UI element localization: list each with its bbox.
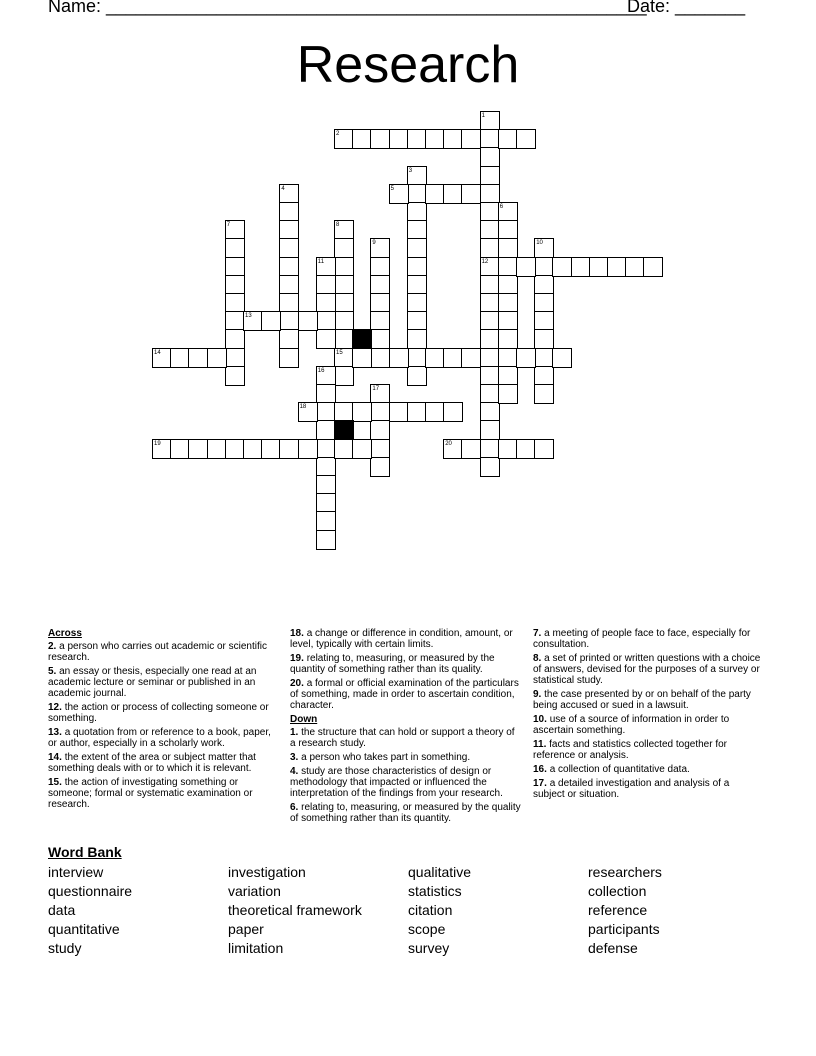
crossword-cell[interactable] xyxy=(407,220,427,240)
clue-text: a meeting of people face to face, especially for consultation. xyxy=(533,628,751,650)
crossword-cell[interactable] xyxy=(480,202,500,222)
crossword-cell[interactable] xyxy=(170,348,190,368)
clue-number-label: 19 xyxy=(154,440,161,447)
crossword-cell[interactable] xyxy=(225,293,245,313)
clue-text: a quotation from or reference to a book, paper, or author, especially in a scholarly work. xyxy=(48,727,271,749)
crossword-cell[interactable] xyxy=(461,348,481,368)
clue-number: 6. xyxy=(290,802,299,813)
clue-text: study are those characteristics of design or methodology that impacted or influenced the interpretation of the findings from your research. xyxy=(290,766,503,799)
word-bank-column-1 xyxy=(48,863,132,958)
crossword-cell[interactable] xyxy=(225,238,245,258)
clue-text: a person who carries out academic or scientific research. xyxy=(48,641,267,663)
crossword-cell[interactable] xyxy=(279,311,299,331)
word-bank-item: citation xyxy=(408,902,453,918)
crossword-cell[interactable] xyxy=(225,311,245,331)
crossword-cell[interactable] xyxy=(480,420,500,440)
crossword-cell[interactable] xyxy=(152,348,172,368)
crossword-cell[interactable] xyxy=(498,220,518,240)
crossword-cell[interactable] xyxy=(334,311,354,331)
clue-text: relating to, measuring, or measured by the quantity of something rather than its quality. xyxy=(290,653,495,675)
crossword-cell[interactable] xyxy=(407,329,427,349)
clue-number: 18. xyxy=(290,628,304,639)
crossword-cell[interactable] xyxy=(279,329,299,349)
crossword-cell[interactable] xyxy=(480,366,500,386)
crossword-cell[interactable] xyxy=(370,311,390,331)
crossword-cell[interactable] xyxy=(480,275,500,295)
crossword-cell[interactable] xyxy=(407,275,427,295)
crossword-cell[interactable] xyxy=(498,257,518,277)
crossword-cell[interactable] xyxy=(370,384,390,404)
crossword-cell[interactable] xyxy=(170,439,190,459)
crossword-cell[interactable] xyxy=(334,439,354,459)
clues-column-3 xyxy=(533,628,763,803)
word-bank-item: participants xyxy=(588,921,660,937)
clue-number: 4. xyxy=(290,766,299,777)
crossword-cell[interactable] xyxy=(243,311,263,331)
crossword-cell[interactable] xyxy=(225,257,245,277)
crossword-cell[interactable] xyxy=(516,129,536,149)
crossword-cell[interactable] xyxy=(625,257,645,277)
crossword-cell[interactable] xyxy=(425,402,445,422)
crossword-cell[interactable] xyxy=(316,475,336,495)
crossword-cell[interactable] xyxy=(443,184,463,204)
crossword-cell[interactable] xyxy=(498,311,518,331)
crossword-cell[interactable] xyxy=(188,348,208,368)
crossword-cell[interactable] xyxy=(461,184,481,204)
clue-number: 11. xyxy=(533,739,547,750)
crossword-cell[interactable] xyxy=(334,257,354,277)
clue-number-label: 11 xyxy=(317,258,325,265)
crossword-cell[interactable] xyxy=(443,129,463,149)
crossword-cell[interactable] xyxy=(370,238,390,258)
crossword-cell[interactable] xyxy=(316,457,336,477)
crossword-cell[interactable] xyxy=(498,275,518,295)
clue-number-label: 17 xyxy=(372,386,380,392)
clue-number-label: 20 xyxy=(445,440,452,447)
crossword-cell[interactable] xyxy=(370,402,390,422)
crossword-cell[interactable] xyxy=(316,530,336,550)
crossword-cell[interactable] xyxy=(316,275,336,295)
crossword-cell[interactable] xyxy=(352,402,372,422)
crossword-cell[interactable] xyxy=(407,184,427,204)
crossword-cell[interactable] xyxy=(480,348,500,368)
crossword-cell[interactable] xyxy=(552,348,572,368)
clue-text: relating to, measuring, or measured by the quality of something rather than its quantity. xyxy=(290,802,521,824)
crossword-cell[interactable] xyxy=(389,129,409,149)
clue-number-label: 3 xyxy=(408,167,413,174)
crossword-cell[interactable] xyxy=(352,439,372,459)
down-heading: Down xyxy=(290,714,318,725)
clue-text: the action or process of collecting someone or something. xyxy=(48,702,269,724)
clue-number-label: 14 xyxy=(154,349,161,356)
word-bank-item: statistics xyxy=(408,883,462,899)
clue-number: 1. xyxy=(290,727,299,738)
clue-text: a person who takes part in something. xyxy=(301,752,471,763)
crossword-cell[interactable] xyxy=(498,384,518,404)
crossword-cell[interactable] xyxy=(316,329,336,349)
clue-text: the extent of the area or subject matter that something deals with or to which it is relevant. xyxy=(48,752,256,774)
clue-across-18 xyxy=(290,628,522,650)
clue-down-10 xyxy=(533,714,763,736)
crossword-cell[interactable] xyxy=(443,402,463,422)
clue-text: the structure that can hold or support a theory of a research study. xyxy=(290,727,515,749)
clue-across-14 xyxy=(48,752,278,774)
word-bank-item: survey xyxy=(408,940,450,956)
crossword-cell[interactable] xyxy=(225,348,245,368)
clue-number-label: 12 xyxy=(481,258,489,265)
crossword-cell[interactable] xyxy=(534,293,554,313)
crossword-cell[interactable] xyxy=(279,439,299,459)
crossword-cell[interactable] xyxy=(243,439,263,459)
crossword-cell[interactable] xyxy=(498,439,518,459)
crossword-cell[interactable] xyxy=(407,311,427,331)
word-bank-item: collection xyxy=(588,883,647,899)
crossword-cell[interactable] xyxy=(225,366,245,386)
clues-column-1 xyxy=(48,628,278,813)
crossword-cell[interactable] xyxy=(334,275,354,295)
clue-number: 15. xyxy=(48,777,62,788)
clue-down-3 xyxy=(290,752,522,763)
name-field[interactable]: Name: ______________________________________________________ xyxy=(48,0,647,16)
clue-text: a collection of quantitative data. xyxy=(549,764,690,775)
crossword-cell[interactable] xyxy=(261,439,281,459)
crossword-cell[interactable] xyxy=(316,257,336,277)
word-bank-item: limitation xyxy=(228,940,284,956)
crossword-cell[interactable] xyxy=(534,329,554,349)
word-bank-item: theoretical framework xyxy=(228,902,362,918)
clue-text: a change or difference in condition, amount, or level, typically with certain limits. xyxy=(290,628,513,650)
crossword-cell[interactable] xyxy=(534,384,554,404)
page-title: Research xyxy=(296,36,520,94)
crossword-cell[interactable] xyxy=(407,238,427,258)
crossword-cell[interactable] xyxy=(279,238,299,258)
clue-across-5 xyxy=(48,666,278,699)
clue-down-7 xyxy=(533,628,763,650)
clue-number: 2. xyxy=(48,641,57,652)
clue-down-11 xyxy=(533,739,763,761)
clue-number: 3. xyxy=(290,752,299,763)
crossword-cell[interactable] xyxy=(643,257,663,277)
word-bank-item: quantitative xyxy=(48,921,120,937)
clue-number: 13. xyxy=(48,727,62,738)
date-field[interactable]: Date: _______ xyxy=(627,0,746,16)
word-bank-item: paper xyxy=(228,921,264,937)
crossword-cell[interactable] xyxy=(516,348,536,368)
clue-across-20 xyxy=(290,678,522,711)
clue-text: a formal or official examination of the particulars of something, made in order to ascertain condition, character. xyxy=(290,678,519,711)
crossword-cell[interactable] xyxy=(279,220,299,240)
crossword-cell[interactable] xyxy=(370,420,390,440)
crossword-cell[interactable] xyxy=(298,311,318,331)
clue-across-12 xyxy=(48,702,278,724)
clue-text: use of a source of information in order to ascertain something. xyxy=(533,714,730,736)
crossword-cell[interactable] xyxy=(534,257,554,277)
crossword-cell[interactable] xyxy=(461,129,481,149)
crossword-cell[interactable] xyxy=(552,257,572,277)
crossword-cell[interactable] xyxy=(225,220,245,240)
crossword-cell[interactable] xyxy=(370,293,390,313)
crossword-cell[interactable] xyxy=(480,329,500,349)
clue-number-label: 7 xyxy=(226,222,231,229)
crossword-cell[interactable] xyxy=(589,257,609,277)
crossword-cell[interactable] xyxy=(389,402,409,422)
clue-number-label: 13 xyxy=(245,313,252,320)
clue-number: 19. xyxy=(290,653,304,664)
clue-number-label: 2 xyxy=(336,131,340,138)
crossword-cell[interactable] xyxy=(480,184,500,204)
clue-number-label: 10 xyxy=(536,240,543,247)
crossword-cell[interactable] xyxy=(334,366,354,386)
clue-across-19 xyxy=(290,653,522,675)
clue-number: 7. xyxy=(533,628,542,639)
crossword-cell[interactable] xyxy=(279,348,299,368)
crossword-cell[interactable] xyxy=(334,293,354,313)
crossword-cell[interactable] xyxy=(316,311,336,331)
crossword-cell[interactable] xyxy=(480,129,500,149)
crossword-cell[interactable] xyxy=(370,457,390,477)
crossword-cell[interactable] xyxy=(480,402,500,422)
crossword-cell[interactable] xyxy=(316,384,336,404)
word-bank-item: interview xyxy=(48,864,104,880)
word-bank-item: reference xyxy=(588,902,648,918)
crossword-cell[interactable] xyxy=(480,220,500,240)
crossword-cell[interactable] xyxy=(480,457,500,477)
crossword-cell[interactable] xyxy=(407,129,427,149)
crossword-cell[interactable] xyxy=(370,257,390,277)
crossword-cell[interactable] xyxy=(498,129,518,149)
word-bank-item: study xyxy=(48,940,82,956)
clue-down-1 xyxy=(290,727,522,749)
clue-number-label: 15 xyxy=(336,349,343,356)
crossword-cell[interactable] xyxy=(279,184,299,204)
crossword-cell[interactable] xyxy=(534,366,554,386)
clue-down-17 xyxy=(533,778,763,800)
clue-text: the case presented by or on behalf of the party being accused or sued in a lawsuit. xyxy=(533,689,751,711)
black-cell xyxy=(352,329,372,349)
word-bank-column-4 xyxy=(588,863,662,958)
crossword-cell[interactable] xyxy=(334,402,354,422)
crossword-cell[interactable] xyxy=(334,329,354,349)
word-bank-column-3 xyxy=(408,863,471,958)
clue-number: 9. xyxy=(533,689,542,700)
clue-number: 14. xyxy=(48,752,62,763)
crossword-cell[interactable] xyxy=(425,348,445,368)
clue-number-label: 5 xyxy=(390,185,394,192)
crossword-cell[interactable] xyxy=(534,348,554,368)
crossword-cell[interactable] xyxy=(334,220,354,240)
crossword-cell[interactable] xyxy=(407,166,427,186)
word-bank-item: variation xyxy=(228,883,281,899)
word-bank-item: defense xyxy=(588,940,638,956)
crossword-cell[interactable] xyxy=(534,311,554,331)
crossword-cell[interactable] xyxy=(480,166,500,186)
crossword-cell[interactable] xyxy=(480,293,500,313)
crossword-cell[interactable] xyxy=(443,348,463,368)
word-bank-title: Word Bank xyxy=(48,844,122,860)
clue-across-2 xyxy=(48,641,278,663)
clues-column-2 xyxy=(290,628,522,827)
clue-text: the action of investigating something or someone; formal or systematic examination or research. xyxy=(48,777,253,810)
crossword-cell[interactable] xyxy=(207,439,227,459)
crossword-cell[interactable] xyxy=(316,402,336,422)
crossword-cell[interactable] xyxy=(498,202,518,222)
crossword-cell[interactable] xyxy=(334,348,354,368)
crossword-cell[interactable] xyxy=(498,366,518,386)
clue-number-label: 16 xyxy=(317,367,325,374)
word-bank-item: data xyxy=(48,902,76,918)
crossword-cell[interactable] xyxy=(498,293,518,313)
crossword-cell[interactable] xyxy=(316,293,336,313)
clue-text: facts and statistics collected together for reference or analysis. xyxy=(533,739,728,761)
crossword-cell[interactable] xyxy=(152,439,172,459)
crossword-cell[interactable] xyxy=(480,111,500,131)
crossword-cell[interactable] xyxy=(425,129,445,149)
clue-number-label: 4 xyxy=(281,185,285,192)
clue-number-label: 8 xyxy=(336,222,340,229)
clue-number: 12. xyxy=(48,702,62,713)
crossword-cell[interactable] xyxy=(389,184,409,204)
crossword-cell[interactable] xyxy=(407,257,427,277)
word-bank-item: questionnaire xyxy=(48,883,133,899)
crossword-cell[interactable] xyxy=(188,439,208,459)
crossword-cell[interactable] xyxy=(425,184,445,204)
crossword-cell[interactable] xyxy=(352,348,372,368)
clue-down-4 xyxy=(290,766,522,799)
clue-across-13 xyxy=(48,727,278,749)
crossword-cell[interactable] xyxy=(607,257,627,277)
crossword-cell[interactable] xyxy=(316,493,336,513)
clue-number-label: 1 xyxy=(481,113,485,119)
crossword-cell[interactable] xyxy=(334,129,354,149)
crossword-cell[interactable] xyxy=(407,348,427,368)
crossword-cell[interactable] xyxy=(480,257,500,277)
crossword-cell[interactable] xyxy=(480,238,500,258)
crossword-cell[interactable] xyxy=(225,275,245,295)
word-bank-item: scope xyxy=(408,921,446,937)
crossword-cell[interactable] xyxy=(370,129,390,149)
word-bank-item: qualitative xyxy=(408,864,472,880)
clue-number: 16. xyxy=(533,764,547,775)
crossword-cell[interactable] xyxy=(316,439,336,459)
crossword-cell[interactable] xyxy=(352,129,372,149)
clue-down-9 xyxy=(533,689,763,711)
crossword-cell[interactable] xyxy=(370,439,390,459)
crossword-cell[interactable] xyxy=(443,439,463,459)
crossword-cell[interactable] xyxy=(316,511,336,531)
crossword-cell[interactable] xyxy=(407,293,427,313)
clue-number: 20. xyxy=(290,678,304,689)
clue-number: 8. xyxy=(533,653,542,664)
crossword-cell[interactable] xyxy=(389,348,409,368)
crossword-cell[interactable] xyxy=(370,275,390,295)
black-cell xyxy=(334,420,354,440)
crossword-cell[interactable] xyxy=(498,348,518,368)
clue-down-6 xyxy=(290,802,522,824)
crossword-cell[interactable] xyxy=(279,257,299,277)
crossword-cell[interactable] xyxy=(480,439,500,459)
crossword-cell[interactable] xyxy=(516,439,536,459)
crossword-cell[interactable] xyxy=(407,366,427,386)
clue-text: a set of printed or written questions with a choice of answers, devised for the purposes of a survey or statistical study. xyxy=(533,653,761,686)
crossword-cell[interactable] xyxy=(279,275,299,295)
crossword-cell[interactable] xyxy=(534,439,554,459)
crossword-cell[interactable] xyxy=(480,311,500,331)
crossword-cell[interactable] xyxy=(261,311,281,331)
crossword-cell[interactable] xyxy=(480,384,500,404)
crossword-cell[interactable] xyxy=(225,329,245,349)
crossword-cell[interactable] xyxy=(571,257,591,277)
crossword-cell[interactable] xyxy=(207,348,227,368)
crossword-cell[interactable] xyxy=(516,257,536,277)
crossword-cell[interactable] xyxy=(279,293,299,313)
crossword-cell[interactable] xyxy=(316,420,336,440)
crossword-cell[interactable] xyxy=(298,439,318,459)
clue-number: 17. xyxy=(533,778,547,789)
clue-number: 5. xyxy=(48,666,57,677)
word-bank-column-2 xyxy=(228,863,362,958)
crossword-cell[interactable] xyxy=(534,275,554,295)
crossword-cell[interactable] xyxy=(498,238,518,258)
crossword-cell[interactable] xyxy=(334,238,354,258)
crossword-cell[interactable] xyxy=(279,202,299,222)
crossword-cell[interactable] xyxy=(498,329,518,349)
crossword-cell[interactable] xyxy=(370,348,390,368)
across-heading: Across xyxy=(48,628,82,639)
clue-text: a detailed investigation and analysis of a subject or situation. xyxy=(533,778,730,800)
crossword-cell[interactable] xyxy=(407,402,427,422)
clue-number-label: 9 xyxy=(372,240,376,247)
clue-number: 10. xyxy=(533,714,547,725)
crossword-cell[interactable] xyxy=(298,402,318,422)
clue-down-8 xyxy=(533,653,763,686)
crossword-cell[interactable] xyxy=(316,366,336,386)
word-bank-item: researchers xyxy=(588,864,662,880)
crossword-cell[interactable] xyxy=(407,202,427,222)
crossword-cell[interactable] xyxy=(534,238,554,258)
crossword-cell[interactable] xyxy=(461,439,481,459)
clue-number-label: 6 xyxy=(499,204,504,210)
clue-text: an essay or thesis, especially one read at an academic lecture or seminar or published in an academic journal. xyxy=(48,666,257,699)
crossword-cell[interactable] xyxy=(370,329,390,349)
clue-number-label: 18 xyxy=(299,404,307,411)
clue-down-16 xyxy=(533,764,763,775)
crossword-cell[interactable] xyxy=(480,147,500,167)
word-bank-item: investigation xyxy=(228,864,306,880)
clue-across-15 xyxy=(48,777,278,810)
crossword-cell[interactable] xyxy=(225,439,245,459)
